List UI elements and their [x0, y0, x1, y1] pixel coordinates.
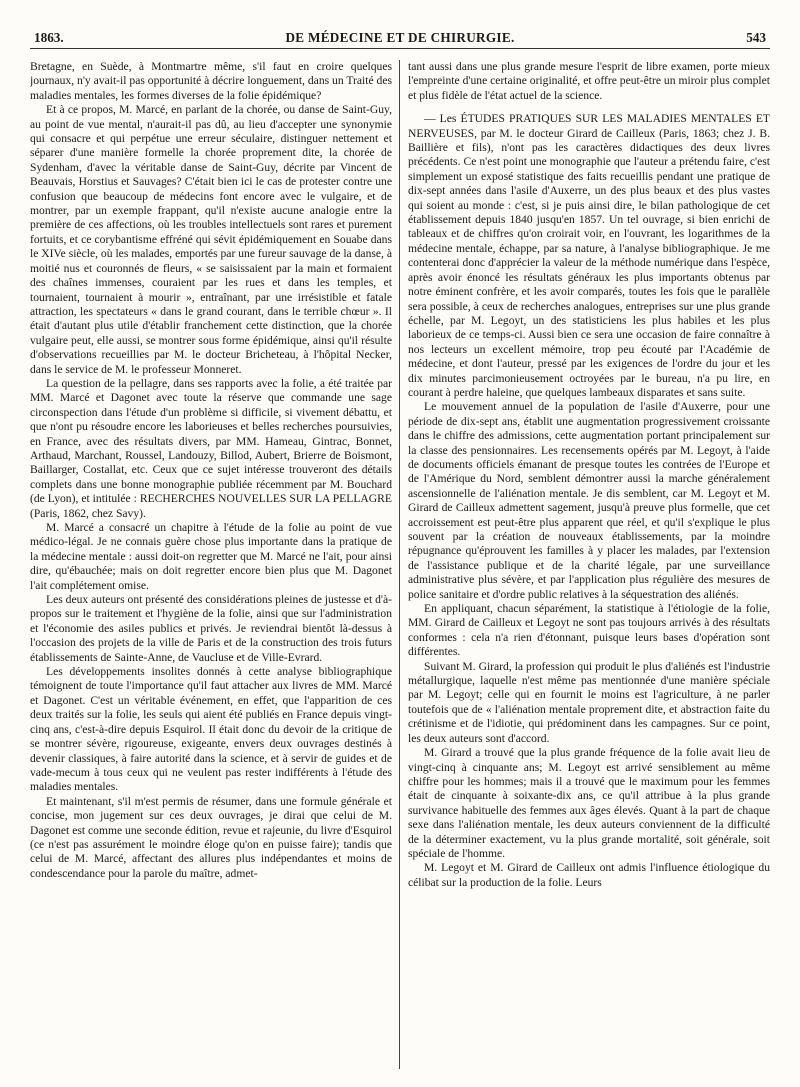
left-column	[30, 60, 392, 1069]
paragraph: — Les ÉTUDES PRATIQUES SUR LES MALADIES MENTALES ET NERVEUSES, par M. le docteur Girard de Cailleux (Paris, 1863; chez J. B. Baillière et fils), n'ont pas les caractères didactiques des deux livres précédents. Ce n'est point une monographie que l'auteur a prétendu faire, c'est simplement un exposé statistique des faits recueillis pendant une pratique de dix-sept années dans l'asile d'Auxerre, un des plus beaux et des plus vastes qui soient au monde : c'est, si je puis ainsi dire, le bilan pathologique de cet établissement depuis 1840 jusqu'en 1857. Un tel ouvrage, si bien enrichi de tableaux et de chiffres qu'on croirait voir, en l'ouvrant, les logarithmes de la médecine mentale, échappe, par sa nature, à l'analyse bibliographique. Je me contenterai donc d'apprécier la valeur de la méthode numérique dans l'espèce, après avoir énoncé les résultats généraux les plus importants obtenus par notre éminent confrère, et les avoir comparés, toutes les fois que le parallèle sera possible, à ceux de recherches analogues, entreprises sur une plus grande échelle, par M. Legoyt, un des statisticiens les plus habiles et les plus laborieux de ce temps-ci. Aussi bien ce sera une occasion de faire connaître à nos lecteurs un excellent mémoire, trop peu écouté par l'Académie de médecine, et dont l'auteur, pressé par les exigences de l'ordre du jour et les dix minutes parcimonieusement octroyées par le bureau, n'a pu lire, en courant à perdre haleine, que quelques lambeaux disparates et sans suite.	[408, 112, 770, 399]
paragraph: En appliquant, chacun séparément, la statistique à l'étiologie de la folie, MM. Girard de Cailleux et Legoyt ne sont pas toujours arrivés à des résultats conformes : cela n'a rien d'étonnant, puisque leurs bases d'opération sont différentes.	[408, 602, 770, 659]
paragraph: Les développements insolites donnés à cette analyse bibliographique témoignent de toute l'importance qu'il faut attacher aux livres de MM. Marcé et Dagonet. C'est un véritable événement, en effet, que l'apparition de ces deux traités sur la folie, les seuls qui aient été publiés en France depuis vingt-cinq ans, c'est-à-dire depuis Esquirol. Il était donc du devoir de la critique de se montrer sévère, rigoureuse, exigeante, envers deux ouvrages destinés à devenir classiques, à faire autorité dans la science, et à servir de guides et de vade-mecum à tous ceux qui ne veulent pas rester indifférents à l'étude des maladies mentales.	[30, 665, 392, 794]
paragraph: M. Marcé a consacré un chapitre à l'étude de la folie au point de vue médico-légal. Je ne connais guère chose plus importante dans la pratique de la médecine mentale : aussi doit-on regretter que M. Marcé ne l'ait, pour ainsi dire, qu'ébauchée; mais on doit regretter encore bien plus que M. Dagonet l'ait complétement omise.	[30, 521, 392, 592]
header-title: DE MÉDECINE ET DE CHIRURGIE.	[285, 30, 515, 45]
paragraph: Bretagne, en Suède, à Montmartre même, s'il faut en croire quelques journaux, n'y avait-il pas opportunité à décrire longuement, dans un Traité des maladies mentales, les formes diverses de la folie épidémique?	[30, 60, 392, 102]
header-year: 1863.	[34, 30, 64, 45]
running-header	[30, 28, 770, 49]
paragraph: M. Girard a trouvé que la plus grande fréquence de la folie avait lieu de vingt-cinq à cinquante ans; M. Legoyt est arrivé sensiblement au même chiffre pour les hommes; mais il a trouvé que le maximum pour les femmes était de cinquante à soixante-dix ans, ce qu'il attribue à la plus grande survivance habituelle des femmes aux âges élevés. Quant à la part de chaque sexe dans l'aliénation mentale, les deux auteurs conviennent de la difficulté de la déterminer exactement, vu la plus grande mortalité, soit générale, soit spéciale de l'homme.	[408, 746, 770, 860]
paragraph: Le mouvement annuel de la population de l'asile d'Auxerre, pour une période de dix-sept ans, établit une augmentation progressivement croissante dans le chiffre des admissions, cette augmentation portant principalement sur la classe des pensionnaires. Les recensements opérés par M. Legoyt, à l'aide de documents officiels émanant de presque toutes les contrées de l'Europe et de l'Amérique du Nord, semblent démontrer aussi la marche généralement ascensionnelle de l'aliénation mentale. Je dis semblent, car M. Legoyt et M. Girard de Cailleux admettent sagement, jusqu'à preuve plus formelle, que cet accroissement est peut-être plus apparent que réel, et qu'il s'explique le plus souvent par la création de nouveaux établissements, par la moindre répugnance qu'éprouvent les familles à y placer les malades, par l'extension de l'assistance publique et de la charité légale, par une surveillance administrative plus sévère, et par l'application plus régulière des mesures de police sanitaire et d'ordre public relatives à la séquestration des aliénés.	[408, 400, 770, 601]
page-number: 543	[746, 30, 766, 45]
paragraph: Les deux auteurs ont présenté des considérations pleines de justesse et d'à-propos sur le traitement et l'hygiène de la folie, ainsi que sur l'administration et l'économie des asiles publics et privés. Je reviendrai bientôt là-dessus à l'occasion des projets de la ville de Paris et de la construction des trois futurs établissements de Sainte-Anne, de Vaucluse et de Ville-Evrard.	[30, 593, 392, 664]
paragraph: Et à ce propos, M. Marcé, en parlant de la chorée, ou danse de Saint-Guy, au point de vue mental, n'aurait-il pas dû, au lieu d'accepter une synonymie qui consacre et qui perpétue une erreur séculaire, distinguer nettement et séparer d'une manière formelle la chorée proprement dite, la chorée de Sydenham, d'avec la véritable danse de Saint-Guy, décrite par Vincent de Beauvais, Horstius et Sauvages? C'était bien ici le cas de protester contre une confusion que beaucoup de médecins font encore avec le vulgaire, et de montrer, par un exemple frappant, qu'il n'existe aucune analogie entre la première de ces affections, où les troubles intellectuels sont rares et purement fortuits, et ce corybantisme effréné qui sévit épidémiquement en Souabe dans le XIVe siècle, où les malades, emportés par une fureur sauvage de la danse, à moitié nus et couronnés de fleurs, « se saisissaient par la main et formaient des chaînes immenses, couraient par les rues et dans les temples, et tournaient, tournaient à mourir », entraînant, par une irrésistible et fatale attraction, les spectateurs « dans le grand courant, dans le terrible chœur ». Il était d'autant plus utile d'établir franchement cette distinction, que la chorée vulgaire peut, elle aussi, se montrer sous forme épidémique, ainsi qu'il résulte d'observations recueillies par M. le docteur Bricheteau, à l'hôpital Necker, dans le service de M. le professeur Monneret.	[30, 103, 392, 376]
paragraph: Et maintenant, s'il m'est permis de résumer, dans une formule générale et concise, mon jugement sur ces deux ouvrages, je dirai que celui de M. Dagonet est comme une seconde édition, revue et rajeunie, du livre d'Esquirol (ce n'est pas assurément le moindre éloge qu'on en puisse faire); tandis que celui de M. Marcé, affectant des allures plus indépendantes et moins de condescendance pour la parole du maître, admet-	[30, 794, 392, 880]
text-columns	[30, 60, 770, 1069]
paragraph: M. Legoyt et M. Girard de Cailleux ont admis l'influence étiologique du célibat sur la production de la folie. Leurs	[408, 861, 770, 889]
paragraph: La question de la pellagre, dans ses rapports avec la folie, a été traitée par MM. Marcé et Dagonet avec toute la réserve que commande une sage circonspection dans l'étude d'un problème si difficile, si vivement débattu, et que n'ont pu résoudre encore les laborieuses et belles recherches poursuivies, en France, avec des résultats divers, par MM. Hameau, Gintrac, Bonnet, Arthaud, Marchant, Roussel, Landouzy, Billod, Aubert, Brierre de Boismont, Baillarger, Costallat, etc. Ceux que ce sujet intéresse trouveront des détails complets dans une bonne monographie publiée récemment par M. Bouchard (de Lyon), et intitulée : RECHERCHES NOUVELLES SUR LA PELLAGRE (Paris, 1862, chez Savy).	[30, 376, 392, 520]
paragraph: tant aussi dans une plus grande mesure l'esprit de libre examen, porte mieux l'empreinte d'une certaine originalité, et offre peut-être un miroir plus complet et plus fidèle de l'état actuel de la science.	[408, 60, 770, 102]
paragraph: Suivant M. Girard, la profession qui produit le plus d'aliénés est l'industrie métallurgique, laquelle n'est même pas mentionnée d'une manière spéciale par M. Legoyt; celle qui en fournit le moins est l'agriculture, à ne parler toutefois que de « l'aliénation mentale proprement dite, et abstraction faite du crétinisme et de l'idiotie, qui prédominent dans les campagnes. Sur ce point, les deux auteurs sont d'accord.	[408, 659, 770, 745]
right-column	[408, 60, 770, 1069]
